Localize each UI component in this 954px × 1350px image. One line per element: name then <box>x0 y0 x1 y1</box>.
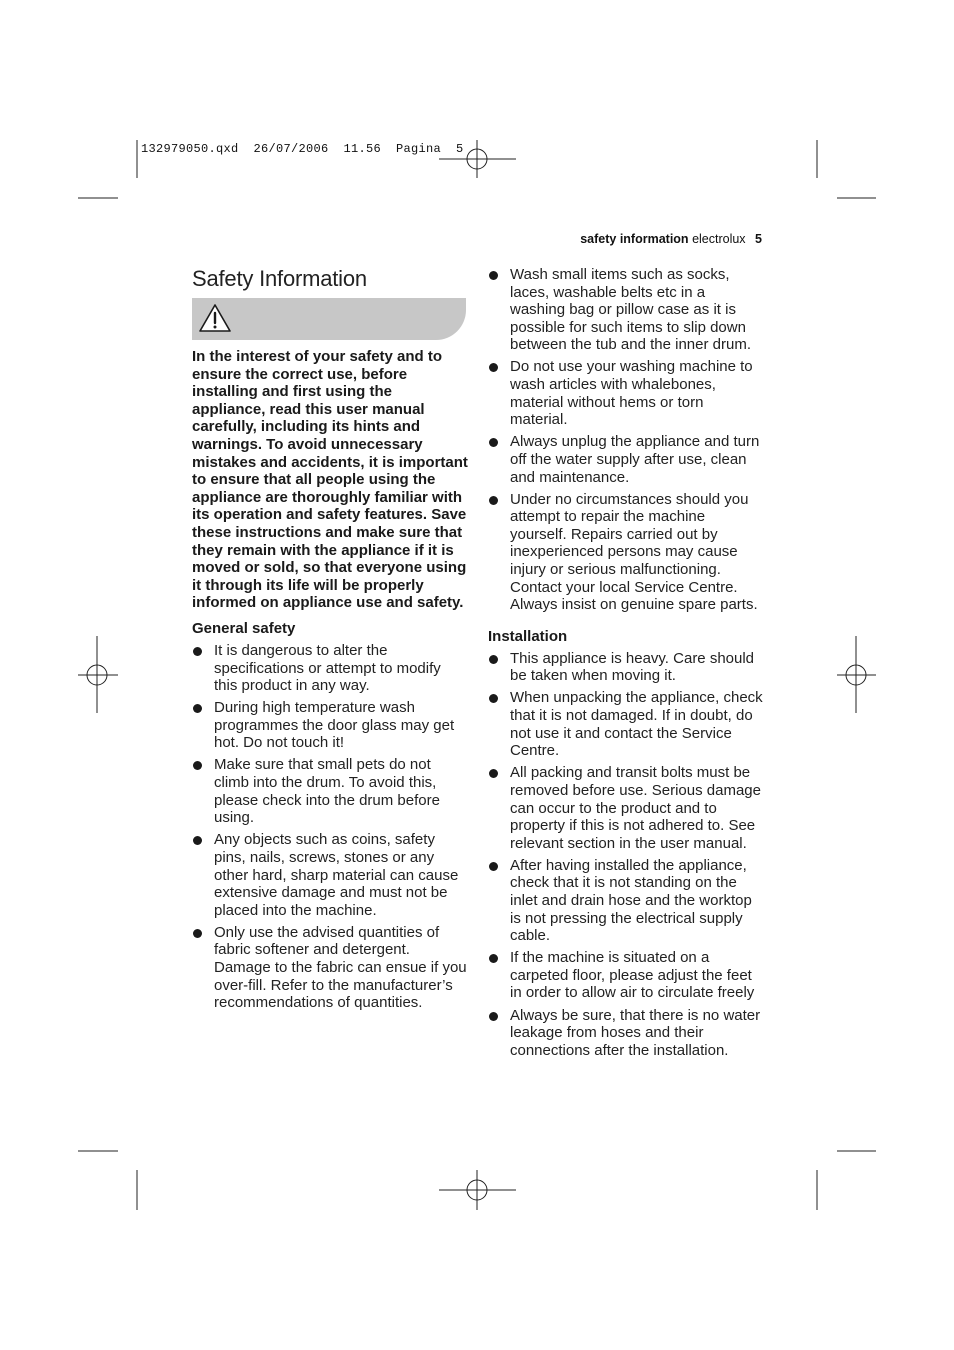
bullet-icon <box>489 363 498 372</box>
print-slug: 132979050.qxd 26/07/2006 11.56 Pagina 5 <box>141 142 464 156</box>
intro-paragraph: In the interest of your safety and to ensure the correct use, before installing and first using the appliance, read this user manual carefully, including its hints and warnings. To avoid unnecessary mistakes and accidents, it is important to ensure that all people using the appliance are thoroughly familiar with its operation and safety features. Save these instructions and make sure that they remain with the appliance if it is moved or sold, so that everyone using it through its life will be properly informed on appliance use and safety. <box>192 348 468 612</box>
bullet-icon <box>489 769 498 778</box>
bullet-icon <box>193 761 202 770</box>
left-column <box>192 266 468 1016</box>
list-item: Only use the advised quantities of fabric softener and detergent. Damage to the fabric can ensue if you over-fill. Refer to the manufacturer’s recommendations of quantities. <box>192 924 468 1012</box>
running-head-brand: electrolux <box>692 232 746 246</box>
list-item: Any objects such as coins, safety pins, nails, screws, stones or any other hard, sharp material can cause extensive damage and must not be placed into the machine. <box>192 831 468 919</box>
list-item: When unpacking the appliance, check that it is not damaged. If in doubt, do not use it and contact the Service Centre. <box>488 689 764 759</box>
bullet-icon <box>193 836 202 845</box>
list-item: This appliance is heavy. Care should be taken when moving it. <box>488 650 764 685</box>
right-column <box>488 266 764 1064</box>
list-item: Always be sure, that there is no water leakage from hoses and their connections after the installation. <box>488 1007 764 1060</box>
bullet-icon <box>489 694 498 703</box>
list-item: After having installed the appliance, check that it is not standing on the inlet and drain hose and the worktop is not pressing the electrical supply cable. <box>488 857 764 945</box>
running-head <box>580 232 762 246</box>
page-number: 5 <box>755 232 762 246</box>
list-item: Under no circumstances should you attempt to repair the machine yourself. Repairs carried out by inexperienced persons may cause injury or serious malfunctioning. Contact your local Service Centre. Always insist on genuine spare parts. <box>488 491 764 614</box>
list-item: Make sure that small pets do not climb into the drum. To avoid this, please check into the drum before using. <box>192 756 468 826</box>
bullet-icon <box>193 647 202 656</box>
bullet-icon <box>489 438 498 447</box>
general-safety-list <box>192 642 468 1012</box>
list-item: Do not use your washing machine to wash articles with whalebones, material without hems or torn material. <box>488 358 764 428</box>
warning-band <box>192 298 466 340</box>
bullet-icon <box>489 1012 498 1021</box>
warning-triangle-icon <box>198 303 232 333</box>
more-safety-list <box>488 266 764 614</box>
page-title: Safety Information <box>192 266 367 291</box>
installation-heading: Installation <box>488 627 568 645</box>
bullet-icon <box>489 655 498 664</box>
list-item: If the machine is situated on a carpeted floor, please adjust the feet in order to allow air to circulate freely <box>488 949 764 1002</box>
list-item: Wash small items such as socks, laces, washable belts etc in a washing bag or pillow case as it is possible for such items to slip down between the tub and the inner drum. <box>488 266 764 354</box>
bullet-icon <box>489 954 498 963</box>
list-item: All packing and transit bolts must be removed before use. Serious damage can occur to the product and to property if this is not adhered to. See relevant section in the user manual. <box>488 764 764 852</box>
bullet-icon <box>193 929 202 938</box>
bullet-icon <box>489 271 498 280</box>
bullet-icon <box>489 862 498 871</box>
installation-list <box>488 650 764 1060</box>
general-safety-heading: General safety <box>192 619 296 637</box>
list-item: Always unplug the appliance and turn off the water supply after use, clean and maintenance. <box>488 433 764 486</box>
list-item: During high temperature wash programmes the door glass may get hot. Do not touch it! <box>192 699 468 752</box>
bullet-icon <box>193 704 202 713</box>
bullet-icon <box>489 496 498 505</box>
list-item: It is dangerous to alter the specifications or attempt to modify this product in any way. <box>192 642 468 695</box>
running-head-section: safety information <box>580 232 689 246</box>
